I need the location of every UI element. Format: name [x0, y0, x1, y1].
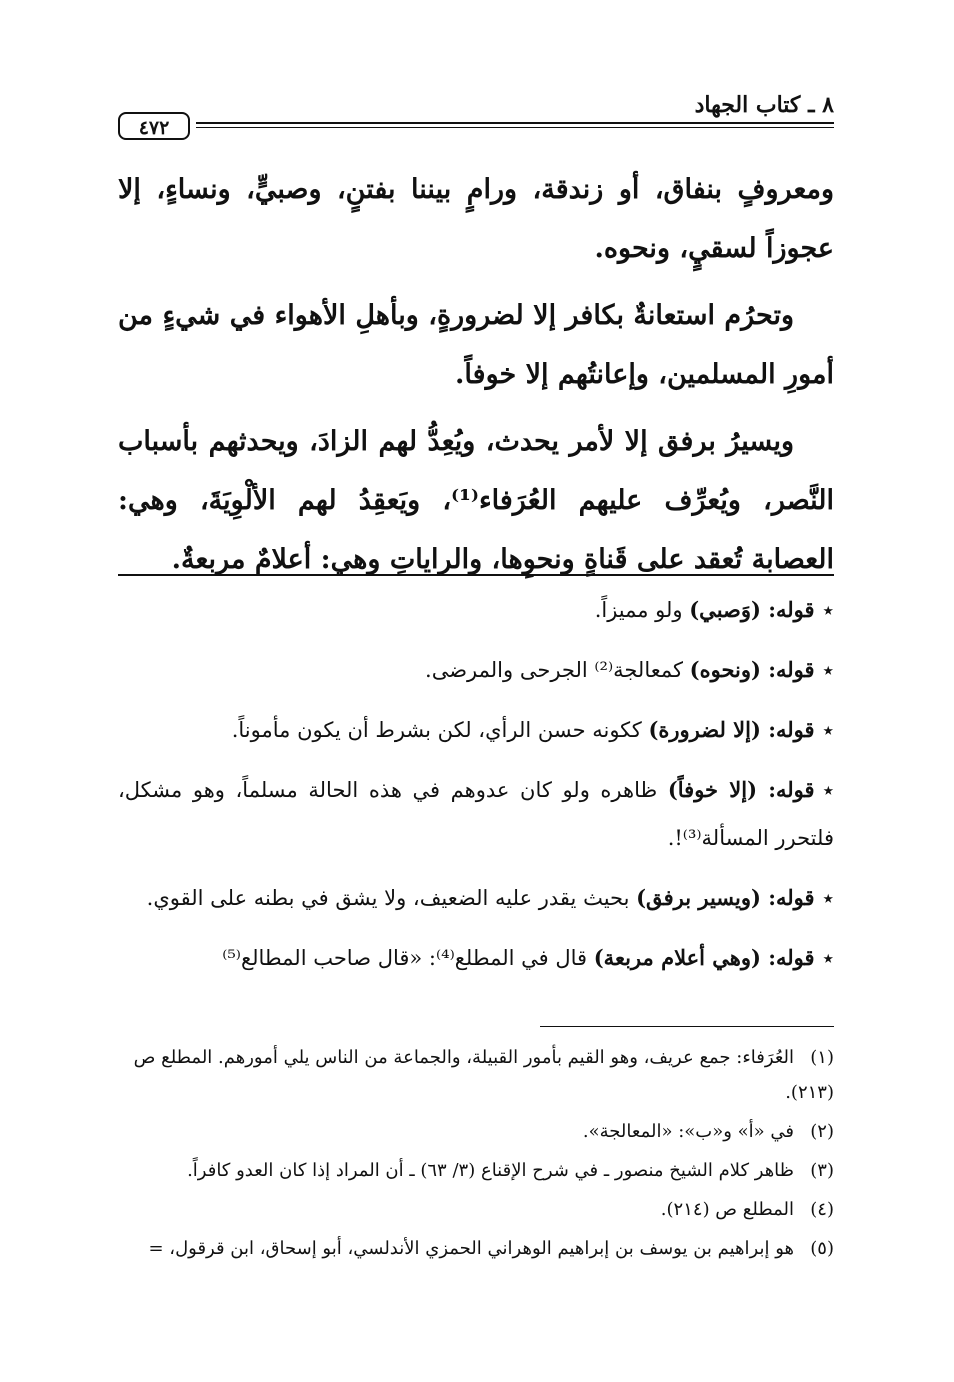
- chapter-title: ٨ ـ كتاب الجهاد: [694, 92, 834, 118]
- footnote: [118, 1192, 834, 1227]
- commentary-item: [118, 934, 834, 982]
- page-number: ٤٧٢: [118, 112, 190, 140]
- commentary-text: بحيث يقدر عليه الضعيف، ولا يشق في بطنه على القوي.: [146, 886, 637, 910]
- commentary-item: [118, 586, 834, 634]
- main-paragraph: ومعروفٍ بنفاق، أو زندقة، ورامٍ بيننا بفتنٍ، وصبيٍّ، ونساءٍ، إلا عجوزاً لسقيٍ، ونحوه.: [118, 174, 834, 264]
- footnote: [118, 1040, 834, 1110]
- footnote: [118, 1153, 834, 1188]
- commentary-item: [118, 646, 834, 694]
- footnote: [118, 1231, 834, 1266]
- footnote-number: (٣): [810, 1160, 834, 1181]
- commentary-keyword: قوله: (ويسير برفق): [636, 885, 815, 910]
- page-header: [118, 82, 834, 142]
- commentary-text: ككونه حسن الرأي، لكن بشرط أن يكون مأموناً.: [231, 718, 649, 742]
- commentary-text: ولو مميزاً.: [594, 598, 690, 622]
- footnote-number: (٤): [810, 1199, 834, 1220]
- main-paragraph: ويسيرُ برفق إلا لأمر يحدث، ويُعِدُّ لهم الزادَ، ويحدثهم بأسباب النَّصر، ويُعرِّف عليهم العُرَفاء⁽¹⁾، ويَعقِدُ لهم الألْوِيَةَ، وهي: العصابة تُعقد على قَناةٍ ونحوِها، والراياتِ وهي: أعلامٌ مربعةٌ.: [118, 426, 835, 575]
- commentary-keyword: قوله: (إلا لضرورة): [648, 717, 815, 742]
- text-divider: [118, 574, 834, 576]
- star-bullet-icon: ٭: [822, 946, 834, 970]
- footnote-text: هو إبراهيم بن يوسف بن إبراهيم الوهراني الحمزي الأندلسي، أبو إسحاق، ابن قرقول، =: [148, 1238, 794, 1259]
- commentary-keyword: قوله: (وهي أعلام مربعة): [593, 945, 815, 970]
- footnote-number: (١): [810, 1047, 834, 1068]
- star-bullet-icon: ٭: [822, 886, 834, 910]
- commentary-text: كمعالجة⁽²⁾ الجرحى والمرضى.: [425, 658, 690, 682]
- header-rule: [196, 122, 834, 128]
- footnote-text: العُرَفاء: جمع عريف، وهو القيم بأمور القبيلة، والجماعة من الناس يلي أمورهم. المطلع ص (٢١٣).: [133, 1047, 834, 1103]
- star-bullet-icon: ٭: [822, 718, 834, 742]
- footnote-rule: [540, 1026, 834, 1027]
- commentary-text: قال في المطلع⁽⁴⁾: «قال صاحب المطالع⁽⁵⁾: [222, 946, 594, 970]
- commentary-item: [118, 874, 834, 922]
- commentary-keyword: قوله: (ونحوه): [689, 657, 815, 682]
- footnote-text: في «أ» و«ب»: «المعالجة».: [582, 1121, 794, 1142]
- star-bullet-icon: ٭: [822, 778, 835, 802]
- main-text: [118, 160, 834, 597]
- commentary-keyword: قوله: (وَصبي): [689, 597, 815, 622]
- main-paragraph: وتحرُم استعانةٌ بكافر إلا لضرورةٍ، وبأهلِ الأهواء في شيءٍ من أمورِ المسلمين، وإعانتُهم إلا خوفاً.: [118, 300, 834, 390]
- footnote-text: ظاهر كلام الشيخ منصور ـ في شرح الإقناع (٣/ ٦٣) ـ أن المراد إذا كان العدو كافراً.: [187, 1160, 794, 1181]
- commentary-text: ظاهره ولو كان عدوهم في هذه الحالة مسلماً، وهو مشكل، فلتحرر المسألة⁽³⁾!.: [118, 778, 834, 850]
- commentary-keyword: قوله: (إلا خوفاً): [667, 777, 815, 802]
- commentary-item: [118, 706, 834, 754]
- star-bullet-icon: ٭: [822, 658, 834, 682]
- footnote: [118, 1114, 834, 1149]
- commentary-item: [118, 766, 834, 862]
- footnotes: [118, 1040, 834, 1270]
- footnote-number: (٥): [810, 1238, 834, 1259]
- star-bullet-icon: ٭: [822, 598, 834, 622]
- footnote-text: المطلع ص (٢١٤).: [660, 1199, 794, 1220]
- footnote-number: (٢): [810, 1121, 834, 1142]
- commentary: [118, 586, 834, 994]
